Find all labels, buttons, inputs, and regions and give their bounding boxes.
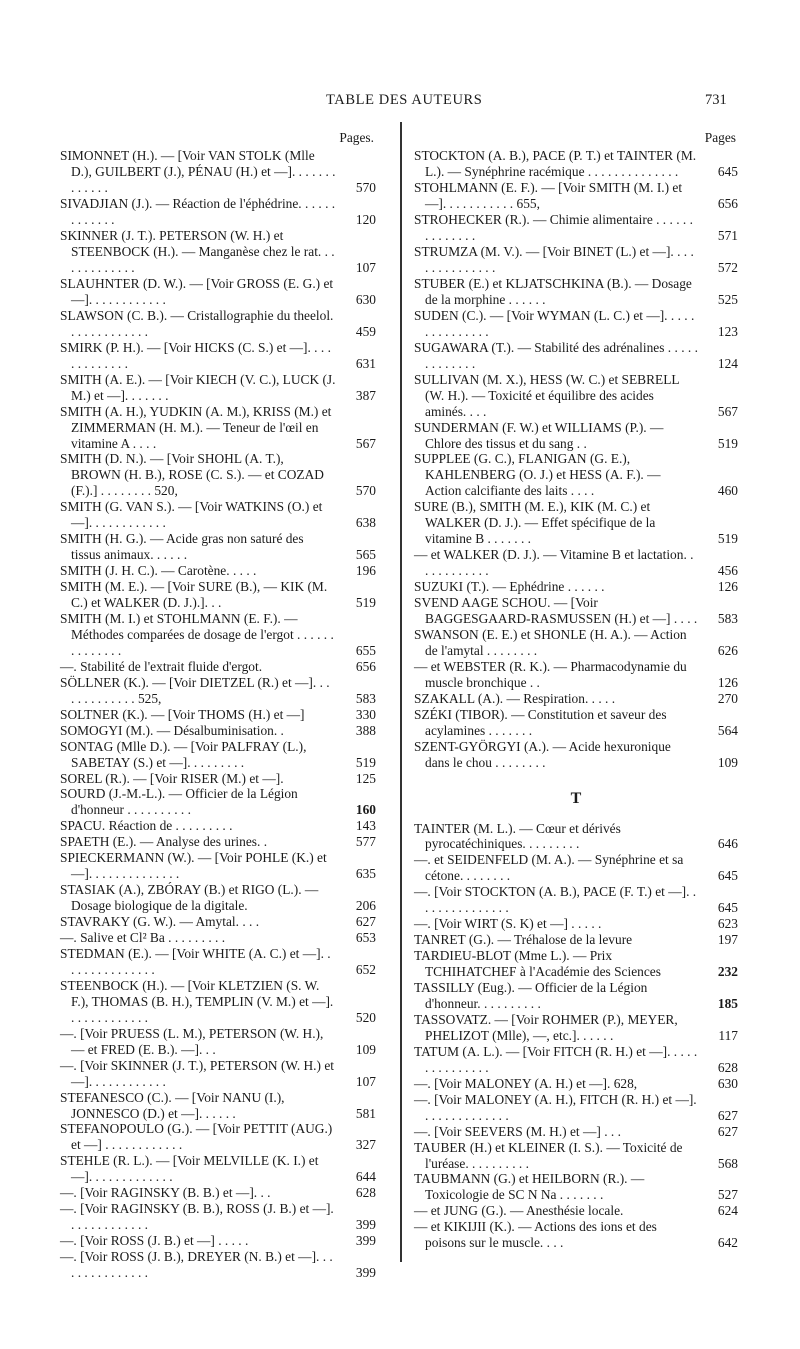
entry-text: —. [Voir SKINNER (J. T.), PETERSON (W. H.) et —]. . . . . . . . . . . . <box>60 1057 338 1089</box>
index-entry <box>414 180 738 212</box>
index-entry <box>414 932 738 948</box>
entry-text: SOURD (J.-M.-L.). — Officier de la Légion d'honneur . . . . . . . . . . <box>60 786 302 818</box>
index-entry <box>414 1076 738 1092</box>
index-entry <box>414 1012 738 1044</box>
entry-text: SPACU. Réaction de . . . . . . . . . <box>60 818 233 834</box>
index-entry <box>60 786 376 818</box>
entry-text: TAUBMANN (G.) et HEILBORN (R.). — Toxicologie de SC N Na . . . . . . . <box>414 1171 648 1203</box>
entry-page: 630 <box>355 291 376 307</box>
entry-text: TARDIEU-BLOT (Mme L.). — Prix TCHIHATCHEF à l'Académie des Sciences <box>414 948 661 980</box>
entry-text: SMITH (H. G.). — Acide gras non saturé des tissus animaux. . . . . . <box>60 531 307 563</box>
entry-text: STASIAK (A.), ZBÓRAY (B.) et RIGO (L.). — Dosage biologique de la digitale. <box>60 882 322 914</box>
index-entry <box>414 1092 738 1124</box>
index-entry <box>414 707 738 739</box>
entry-text: SPIECKERMANN (W.). — [Voir POHLE (K.) et —]. . . . . . . . . . . . . . <box>60 850 331 882</box>
entry-page: 399 <box>355 1233 376 1249</box>
index-entry <box>414 691 738 707</box>
entry-text: SZÉKI (TIBOR). — Constitution et saveur des acylamines . . . . . . . <box>414 706 670 738</box>
entry-page: 631 <box>355 355 376 371</box>
index-entry <box>414 852 738 884</box>
entry-text: SZAKALL (A.). — Respiration. . . . . <box>414 690 616 706</box>
entry-page: 460 <box>717 483 738 499</box>
entry-page: 627 <box>355 914 376 930</box>
entry-page: 126 <box>717 579 738 595</box>
entry-page: 125 <box>355 770 376 786</box>
index-entry <box>414 148 738 180</box>
entry-text: TATUM (A. L.). — [Voir FITCH (R. H.) et —]. . . . . . . . . . . . . . . <box>414 1043 701 1075</box>
index-entry <box>60 404 376 452</box>
right-column <box>414 130 738 1251</box>
entry-page: 520 <box>355 1009 376 1025</box>
entry-page: 120 <box>355 212 376 228</box>
entry-text: SOMOGYI (M.). — Désalbuminisation. . <box>60 722 284 738</box>
entry-page: 645 <box>717 164 738 180</box>
left-column <box>60 130 376 1281</box>
entry-page: 206 <box>355 898 376 914</box>
entry-text: SONTAG (Mlle D.). — [Voir PALFRAY (L.), SABETAY (S.) et —]. . . . . . . . . <box>60 738 310 770</box>
entry-text: SPAETH (E.). — Analyse des urines. . <box>60 834 268 850</box>
entry-text: TASSOVATZ. — [Voir ROHMER (P.), MEYER, PHELIZOT (Mlle), —, etc.]. . . . . . <box>414 1011 682 1043</box>
entry-page: 123 <box>717 323 738 339</box>
index-entry <box>60 1185 376 1201</box>
entry-text: —. [Voir RAGINSKY (B. B.) et —]. . . <box>60 1185 271 1201</box>
entry-text: SÖLLNER (K.). — [Voir DIETZEL (R.) et —]. . . . . . . . . . . . . 525, <box>60 674 333 706</box>
index-entry <box>414 1044 738 1076</box>
entry-page: 459 <box>355 323 376 339</box>
entry-page: 630 <box>717 1075 738 1091</box>
entry-text: SVEND AAGE SCHOU. — [Voir BAGGESGAARD-RASMUSSEN (H.) et —] . . . . <box>414 595 698 626</box>
entry-page: 577 <box>355 834 376 850</box>
entry-page: 567 <box>355 435 376 451</box>
entry-page: 388 <box>355 722 376 738</box>
entry-text: —. [Voir ROSS (J. B.) et —] . . . . . <box>60 1233 249 1249</box>
entry-text: SMITH (D. N.). — [Voir SHOHL (A. T.), BROWN (H. B.), ROSE (C. S.). — et COZAD (F.).] . . . . . . . . 520, <box>60 451 328 499</box>
index-entry <box>414 276 738 308</box>
index-entry <box>60 707 376 723</box>
index-entry <box>60 196 376 228</box>
entry-text: STEDMAN (E.). — [Voir WHITE (A. C.) et —]. . . . . . . . . . . . . . . <box>60 946 334 977</box>
entry-page: 117 <box>718 1027 738 1043</box>
entry-page: 107 <box>355 260 376 276</box>
index-entry <box>60 675 376 707</box>
entry-text: —. [Voir WIRT (S. K) et —] . . . . . <box>414 916 602 932</box>
index-entry <box>414 547 738 579</box>
pages-label: Pages <box>704 130 736 145</box>
index-entry <box>414 499 738 547</box>
index-entry <box>60 946 376 978</box>
entry-text: TASSILLY (Eug.). — Officier de la Légion d'honneur. . . . . . . . . . <box>414 980 651 1011</box>
index-entry <box>414 1171 738 1203</box>
index-entry <box>60 1090 376 1122</box>
entry-page: 653 <box>355 930 376 946</box>
entry-page: 327 <box>355 1137 376 1153</box>
entry-text: SMITH (A. E.). — [Voir KIECH (V. C.), LUCK (J. M.) et —]. . . . . . . <box>60 371 339 403</box>
index-entry <box>60 1026 376 1058</box>
entry-page: 197 <box>717 932 738 948</box>
index-entry <box>60 148 376 196</box>
entry-page: 572 <box>717 260 738 276</box>
entry-text: SMITH (G. VAN S.). — [Voir WATKINS (O.) et —]. . . . . . . . . . . . <box>60 499 326 531</box>
index-entry <box>60 1121 376 1153</box>
entry-text: —. [Voir MALONEY (A. H.) et —]. 628, <box>414 1075 638 1091</box>
entry-text: — et WEBSTER (R. K.). — Pharmacodynamie du muscle bronchique . . <box>414 658 691 690</box>
entry-page: 571 <box>717 228 738 244</box>
entry-page: 399 <box>355 1217 376 1233</box>
index-entry <box>414 244 738 276</box>
entry-text: STAVRAKY (G. W.). — Amytal. . . . <box>60 914 260 930</box>
index-entry <box>60 1058 376 1090</box>
entry-text: SIMONNET (H.). — [Voir VAN STOLK (Mlle D.), GUILBERT (J.), PÉNAU (H.) et —]. . . . . . . . . . . . . <box>60 148 339 196</box>
index-entry <box>414 212 738 244</box>
entry-page: 644 <box>355 1169 376 1185</box>
entry-text: STEFANOPOULO (G.). — [Voir PETTIT (AUG.) et —] . . . . . . . . . . . . <box>60 1121 336 1153</box>
index-entry <box>60 739 376 771</box>
index-entry <box>414 1203 738 1219</box>
index-entry <box>414 739 738 771</box>
index-entry <box>414 980 738 1012</box>
entry-text: SMITH (A. H.), YUDKIN (A. M.), KRISS (M.) et ZIMMERMAN (H. M.). — Teneur de l'œil en vitamine A . . . . <box>60 403 335 451</box>
entry-text: SOLTNER (K.). — [Voir THOMS (H.) et —] <box>60 706 305 722</box>
index-entry <box>60 531 376 563</box>
entry-text: —. [Voir MALONEY (A. H.), FITCH (R. H.) et —]. . . . . . . . . . . . . . <box>414 1091 701 1123</box>
entry-page: 519 <box>717 435 738 451</box>
index-entry <box>414 340 738 372</box>
index-entry <box>60 1249 376 1281</box>
index-entry <box>60 914 376 930</box>
entry-text: SLAUHNTER (D. W.). — [Voir GROSS (E. G.) et —]. . . . . . . . . . . . <box>60 275 337 307</box>
entry-text: SUDEN (C.). — [Voir WYMAN (L. C.) et —]. . . . . . . . . . . . . . . <box>414 307 698 339</box>
entry-page: 525 <box>717 291 738 307</box>
entry-page: 627 <box>717 1107 738 1123</box>
index-entry <box>60 850 376 882</box>
entry-page: 143 <box>355 818 376 834</box>
entry-page: 107 <box>355 1073 376 1089</box>
index-entry <box>414 1140 738 1172</box>
entry-page: 196 <box>355 563 376 579</box>
entry-text: SWANSON (E. E.) et SHONLE (H. A.). — Action de l'amytal . . . . . . . . <box>414 626 690 658</box>
index-entry <box>414 1219 738 1251</box>
index-entry <box>60 882 376 914</box>
entry-text: — et WALKER (D. J.). — Vitamine B et lactation. . . . . . . . . . . . <box>414 547 697 579</box>
entry-text: STRUMZA (M. V.). — [Voir BINET (L.) et —]. . . . . . . . . . . . . . . <box>414 244 698 276</box>
index-entry <box>60 659 376 675</box>
entry-page: 232 <box>717 964 738 980</box>
entry-text: SUPPLEE (G. C.), FLANIGAN (G. E.), KAHLENBERG (O. J.) et HESS (A. F.). — Action calcifiante des laits . . . . <box>414 451 664 499</box>
entry-text: —. [Voir ROSS (J. B.), DREYER (N. B.) et —]. . . . . . . . . . . . . . . <box>60 1249 337 1281</box>
entry-text: TAINTER (M. L.). — Cœur et dérivés pyrocatéchiniques. . . . . . . . . <box>414 820 625 852</box>
entry-page: 627 <box>717 1123 738 1139</box>
entry-page: 387 <box>355 387 376 403</box>
index-entry <box>60 1153 376 1185</box>
index-entry <box>60 930 376 946</box>
index-entry <box>60 276 376 308</box>
entry-page: 656 <box>355 658 376 674</box>
index-entry <box>60 818 376 834</box>
index-entry <box>60 340 376 372</box>
entry-page: 568 <box>717 1155 738 1171</box>
entry-text: SMIRK (P. H.). — [Voir HICKS (C. S.) et —]. . . . . . . . . . . . . <box>60 339 335 371</box>
index-entry <box>414 372 738 420</box>
index-entry <box>414 451 738 499</box>
entry-text: STEFANESCO (C.). — [Voir NANU (I.), JONNESCO (D.) et —]. . . . . . <box>60 1089 288 1121</box>
entry-text: STEHLE (R. L.). — [Voir MELVILLE (K. I.) et —]. . . . . . . . . . . . . <box>60 1153 322 1185</box>
entry-text: TAUBER (H.) et KLEINER (I. S.). — Toxicité de l'uréase. . . . . . . . . . <box>414 1139 686 1171</box>
entry-text: SMITH (J. H. C.). — Carotène. . . . . <box>60 563 257 579</box>
index-entry <box>414 579 738 595</box>
entry-page: 527 <box>717 1187 738 1203</box>
entry-text: SULLIVAN (M. X.), HESS (W. C.) et SEBRELL (W. H.). — Toxicité et équilibre des acides aminés. . . . <box>414 371 683 419</box>
entry-page: 655 <box>355 642 376 658</box>
index-entry <box>414 308 738 340</box>
index-entry <box>60 499 376 531</box>
page-header <box>0 92 800 116</box>
entry-page: 581 <box>355 1105 376 1121</box>
entry-page: 109 <box>717 754 738 770</box>
entry-page: 124 <box>717 355 738 371</box>
entry-page: 519 <box>717 531 738 547</box>
entry-text: —. [Voir RAGINSKY (B. B.), ROSS (J. B.) et —]. . . . . . . . . . . . . <box>60 1201 338 1233</box>
entry-text: STUBER (E.) et KLJATSCHKINA (B.). — Dosage de la morphine . . . . . . <box>414 275 696 307</box>
index-entry <box>414 821 738 853</box>
entry-text: SMITH (M. E.). — [Voir SURE (B.), — KIK (M. C.) et WALKER (D. J.).]. . . <box>60 579 331 611</box>
index-entry <box>60 372 376 404</box>
entry-page: 583 <box>717 610 738 626</box>
index-entry <box>60 978 376 1026</box>
entry-text: SIVADJIAN (J.). — Réaction de l'éphédrine. . . . . . . . . . . . . <box>60 196 339 228</box>
entry-text: STOCKTON (A. B.), PACE (P. T.) et TAINTER (M. L.). — Synéphrine racémique . . . . . . . . . . . . . . <box>414 148 700 180</box>
column-divider <box>400 122 402 1262</box>
index-entry <box>414 595 738 627</box>
entry-text: SUZUKI (T.). — Ephédrine . . . . . . <box>414 579 605 595</box>
page-number: 731 <box>705 92 727 108</box>
entry-text: —. [Voir STOCKTON (A. B.), PACE (F. T.) et —]. . . . . . . . . . . . . . . <box>414 884 700 916</box>
running-title: TABLE DES AUTEURS <box>326 92 483 108</box>
entry-text: —. Salive et Cl² Ba . . . . . . . . . <box>60 930 226 946</box>
index-entry <box>60 451 376 499</box>
entries-t <box>414 821 738 1252</box>
entry-page: 570 <box>355 483 376 499</box>
index-entry <box>60 579 376 611</box>
index-entry <box>414 420 738 452</box>
entry-text: —. et SEIDENFELD (M. A.). — Synéphrine et sa cétone. . . . . . . . <box>414 852 687 884</box>
entry-text: —. [Voir PRUESS (L. M.), PETERSON (W. H.), — et FRED (E. B.). —]. . . <box>60 1025 327 1057</box>
entry-text: SKINNER (J. T.). PETERSON (W. H.) et STEENBOCK (H.). — Manganèse chez le rat. . . . . . . . . . . . . <box>60 228 339 276</box>
entry-page: 399 <box>355 1265 376 1281</box>
entry-text: — et JUNG (G.). — Anesthésie locale. <box>414 1203 624 1219</box>
entry-text: STROHECKER (R.). — Chimie alimentaire . . . . . . . . . . . . . . <box>414 212 697 244</box>
entry-text: STOHLMANN (E. F.). — [Voir SMITH (M. I.) et —]. . . . . . . . . . . 655, <box>414 180 686 212</box>
entry-page: 456 <box>717 563 738 579</box>
entry-page: 638 <box>355 515 376 531</box>
entry-text: STEENBOCK (H.). — [Voir KLETZIEN (S. W. F.), THOMAS (B. H.), TEMPLIN (V. M.) et —]. . . . . . . . . . . . . <box>60 977 337 1025</box>
entry-page: 519 <box>355 595 376 611</box>
index-entry <box>60 563 376 579</box>
entries-s <box>414 148 738 770</box>
entry-page: 567 <box>717 403 738 419</box>
entry-page: 628 <box>717 1059 738 1075</box>
entry-page: 160 <box>355 802 376 818</box>
index-entry <box>60 1233 376 1249</box>
entry-page: 109 <box>355 1041 376 1057</box>
entry-page: 635 <box>355 866 376 882</box>
entry-text: — et KIKIJII (K.). — Actions des ions et des poisons sur le muscle. . . . <box>414 1219 661 1251</box>
index-entry <box>60 611 376 659</box>
index-entry <box>414 916 738 932</box>
entry-text: SUNDERMAN (F. W.) et WILLIAMS (P.). — Chlore des tissus et du sang . . <box>414 419 667 451</box>
entry-page: 126 <box>717 674 738 690</box>
entry-page: 626 <box>717 642 738 658</box>
entry-page: 656 <box>717 196 738 212</box>
index-entry <box>414 948 738 980</box>
entry-text: —. [Voir SEEVERS (M. H.) et —] . . . <box>414 1123 621 1139</box>
index-entry <box>60 308 376 340</box>
entry-page: 519 <box>355 754 376 770</box>
entry-page: 624 <box>717 1203 738 1219</box>
entry-page: 646 <box>717 836 738 852</box>
entry-page: 583 <box>355 690 376 706</box>
entry-text: SURE (B.), SMITH (M. E.), KIK (M. C.) et WALKER (D. J.). — Effet spécifique de la vitamine B . . . . . . . <box>414 499 659 547</box>
entry-page: 623 <box>717 916 738 932</box>
entry-page: 645 <box>717 868 738 884</box>
entry-text: —. Stabilité de l'extrait fluide d'ergot. <box>60 658 263 674</box>
entry-page: 642 <box>717 1235 738 1251</box>
entry-text: SMITH (M. I.) et STOHLMANN (E. F.). — Méthodes comparées de dosage de l'ergot . . . . . . . . . . . . . . <box>60 610 338 658</box>
index-entry <box>60 1201 376 1233</box>
entry-page: 564 <box>717 722 738 738</box>
index-entry <box>414 659 738 691</box>
entry-text: SOREL (R.). — [Voir RISER (M.) et —]. <box>60 770 284 786</box>
index-entry <box>60 834 376 850</box>
index-entry <box>60 771 376 787</box>
index-entry <box>60 228 376 276</box>
entry-page: 330 <box>355 706 376 722</box>
entry-page: 570 <box>355 180 376 196</box>
entry-text: SZENT-GYÖRGYI (A.). — Acide hexuronique dans le chou . . . . . . . . <box>414 738 675 770</box>
entry-text: SLAWSON (C. B.). — Cristallographie du theelol. . . . . . . . . . . . . <box>60 307 337 339</box>
entry-page: 628 <box>355 1185 376 1201</box>
index-entry <box>414 627 738 659</box>
pages-label: Pages. <box>339 130 374 145</box>
entry-text: TANRET (G.). — Tréhalose de la levure <box>414 932 633 948</box>
entry-page: 270 <box>717 690 738 706</box>
index-entry <box>60 723 376 739</box>
index-entry <box>414 1124 738 1140</box>
entry-page: 565 <box>355 547 376 563</box>
entry-page: 185 <box>717 996 738 1011</box>
entry-page: 652 <box>355 961 376 977</box>
section-letter: T <box>570 789 582 807</box>
index-entry <box>414 884 738 916</box>
entry-page: 645 <box>717 900 738 916</box>
entry-text: SUGAWARA (T.). — Stabilité des adrénalines . . . . . . . . . . . . . <box>414 339 702 371</box>
